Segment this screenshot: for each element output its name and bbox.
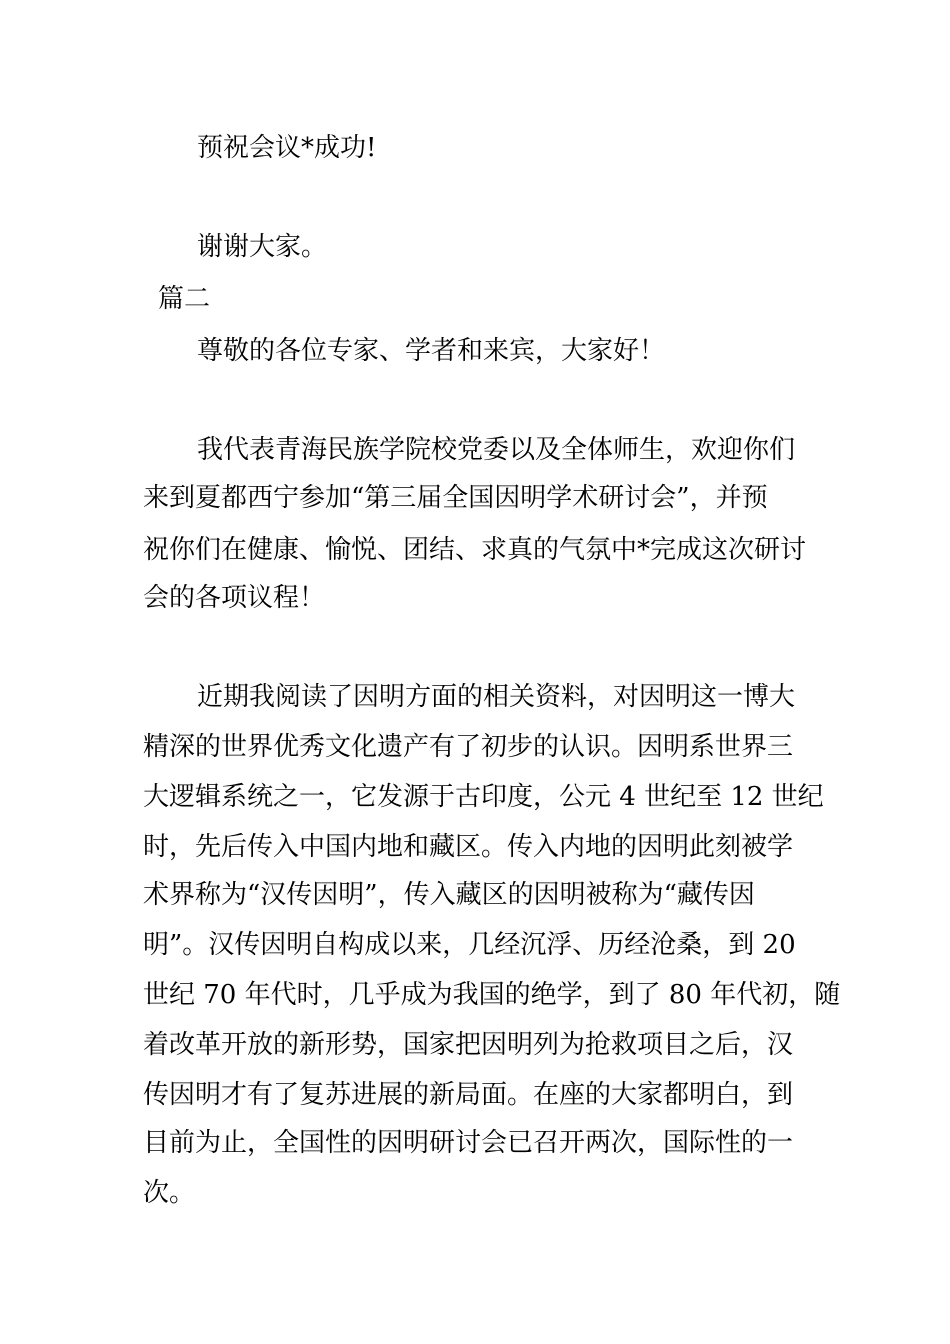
paragraph-line: 会的各项议程！	[143, 583, 326, 613]
paragraph-line: 术界称为“汉传因明”，传入藏区的因明被称为“藏传因	[143, 880, 755, 910]
paragraph-line: 着改革开放的新形势，国家把因明列为抢救项目之后，汉	[143, 1030, 794, 1060]
paragraph-line: 传因明才有了复苏进展的新局面。在座的大家都明白，到	[143, 1080, 794, 1110]
section-title: 篇二	[158, 284, 211, 314]
closing-wish: 预祝会议*成功!	[197, 133, 377, 163]
paragraph-line: 次。	[143, 1178, 196, 1208]
paragraph-line: 近期我阅读了因明方面的相关资料，对因明这一博大	[197, 682, 796, 712]
paragraph-line: 我代表青海民族学院校党委以及全体师生，欢迎你们	[197, 435, 796, 465]
paragraph-line: 大逻辑系统之一，它发源于古印度，公元 4 世纪至 12 世纪	[143, 782, 824, 812]
paragraph-line: 祝你们在健康、愉悦、团结、求真的气氛中*完成这次研讨	[143, 535, 807, 565]
paragraph-line: 来到夏都西宁参加“第三届全国因明学术研讨会”，并预	[143, 483, 768, 513]
paragraph-line: 明”。汉传因明自构成以来，几经沉浮、历经沧桑，到 20	[143, 930, 796, 960]
paragraph-line: 世纪 70 年代时，几乎成为我国的绝学，到了 80 年代初，随	[143, 980, 841, 1010]
paragraph-line: 目前为止，全国性的因明研讨会已召开两次，国际性的一	[143, 1128, 794, 1158]
paragraph-line: 精深的世界优秀文化遗产有了初步的认识。因明系世界三	[143, 732, 794, 762]
closing-thanks: 谢谢大家。	[197, 232, 328, 262]
paragraph-line: 时，先后传入中国内地和藏区。传入内地的因明此刻被学	[143, 832, 794, 862]
greeting: 尊敬的各位专家、学者和来宾，大家好！	[197, 336, 666, 366]
